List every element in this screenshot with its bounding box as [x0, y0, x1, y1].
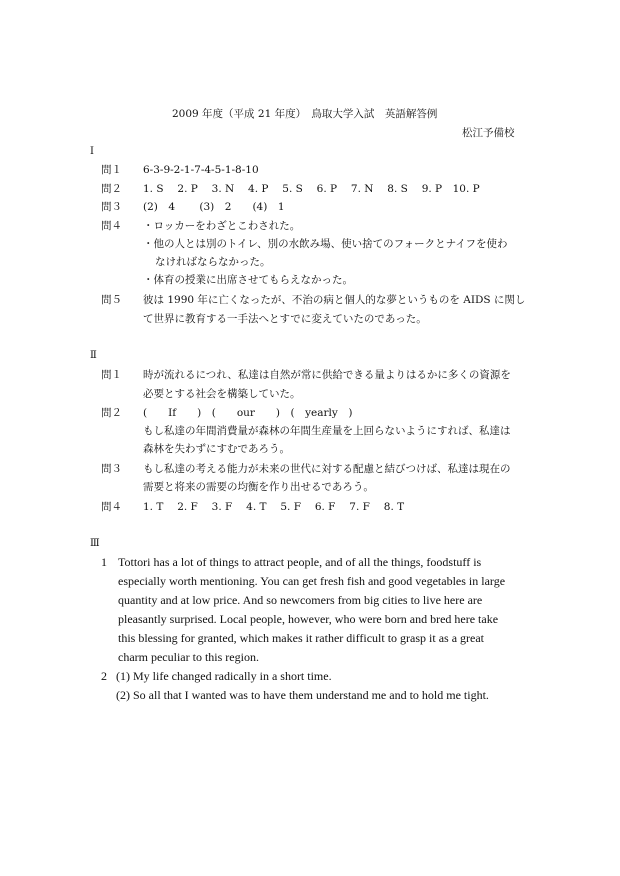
s2-q2-line: ( If ) ( our ) ( yearly ) — [143, 407, 353, 419]
section-2-numeral: Ⅱ — [90, 350, 97, 361]
s1-q4-label: 問４ — [101, 220, 122, 232]
s3-p1-line: pleasantly surprised. Local people, however, who were born and bred here take — [118, 612, 499, 626]
s3-p2-number: 2 — [101, 669, 107, 683]
s1-q4-item: ・ロッカーをわざとこわされた。 — [143, 220, 301, 232]
s1-q5-line: て世界に教育する一手法へとすでに変えていたのであった。 — [143, 313, 427, 325]
page-title: 2009 年度（平成 21 年度） 鳥取大学入試 英語解答例 — [172, 108, 438, 120]
s1-q5-line: 彼は 1990 年に亡くなったが、不治の病と個人的な夢というものを AIDS に関し — [143, 294, 526, 306]
s2-q1-line: 時が流れるにつれ、私達は自然が常に供給できる量よりはるかに多くの資源を — [143, 369, 511, 381]
s3-p1-line: Tottori has a lot of things to attract people, and of all the things, foodstuff is — [118, 555, 482, 569]
s2-q2-line: もし私達の年間消費量が森林の年間生産量を上回らないようにすれば、私達は — [143, 425, 511, 437]
s1-q4-item: ・他の人とは別のトイレ、別の水飲み場、使い捨てのフォークとナイフを使わ — [143, 238, 508, 250]
school-name: 松江予備校 — [462, 127, 515, 139]
s2-q3-label: 問３ — [101, 463, 122, 475]
s3-p2-line: (1) My life changed radically in a short time. — [116, 669, 332, 683]
s1-q1-answer: 6-3-9-2-1-7-4-5-1-8-10 — [143, 164, 259, 176]
s1-q4-item: ・体育の授業に出席させてもらえなかった。 — [143, 274, 353, 286]
s1-q2-label: 問２ — [101, 183, 122, 195]
s3-p1-number: 1 — [101, 555, 107, 569]
s2-q1-line: 必要とする社会を構築していた。 — [143, 388, 301, 400]
s3-p1-line: quantity and at low price. And so newcomers from big cities to live here are — [118, 593, 483, 607]
s1-q3-answer: (2) 4 (3) 2 (4) 1 — [143, 201, 285, 213]
s1-q5-label: 問５ — [101, 294, 122, 306]
s1-q3-label: 問３ — [101, 201, 122, 213]
s3-p1-line: this blessing for granted, which makes it rather difficult to grasp it as a great — [118, 631, 485, 645]
s2-q4-label: 問４ — [101, 501, 122, 513]
s2-q3-line: 需要と将来の需要の均衡を作り出せるであろう。 — [143, 481, 374, 493]
s3-p2-line: (2) So all that I wanted was to have them understand me and to hold me tight. — [116, 688, 489, 702]
s3-p1-line: charm peculiar to this region. — [118, 650, 259, 664]
s2-q1-label: 問１ — [101, 369, 122, 381]
s1-q1-label: 問１ — [101, 164, 122, 176]
s2-q2-label: 問２ — [101, 407, 122, 419]
s2-q2-line: 森林を失わずにすむであろう。 — [143, 443, 290, 455]
s1-q4-item: なければならなかった。 — [155, 256, 271, 268]
s3-p1-line: especially worth mentioning. You can get fresh fish and good vegetables in large — [118, 574, 506, 588]
s1-q2-answer: 1. S 2. P 3. N 4. P 5. S 6. P 7. N 8. S 9. P 10. P — [143, 183, 480, 195]
section-1-numeral: Ⅰ — [90, 146, 94, 157]
s2-q3-line: もし私達の考える能力が未来の世代に対する配慮と結びつけば、私達は現在の — [143, 463, 511, 475]
s2-q4-answer: 1. T 2. F 3. F 4. T 5. F 6. F 7. F 8. T — [143, 501, 405, 513]
section-3-numeral: Ⅲ — [90, 538, 100, 549]
